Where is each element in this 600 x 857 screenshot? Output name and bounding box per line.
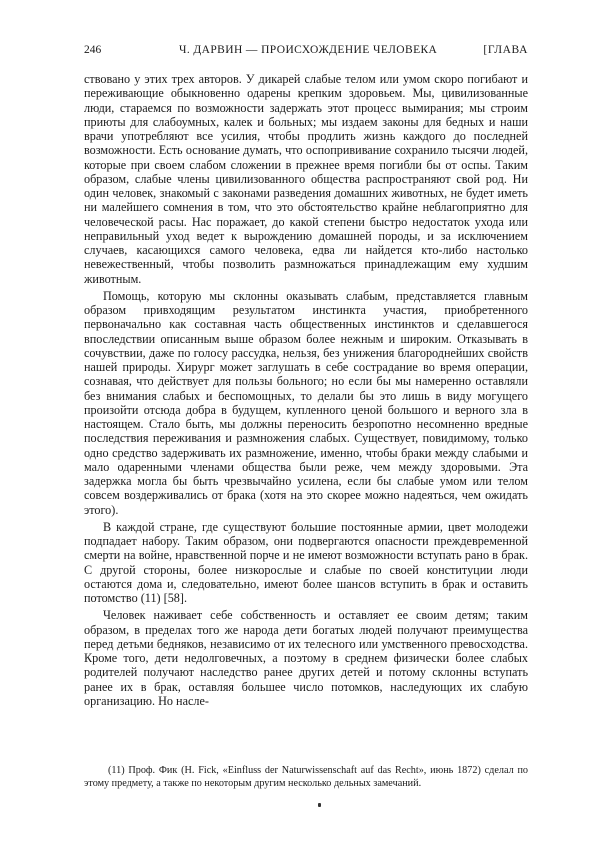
running-header — [84, 44, 528, 60]
page-number: 246 — [84, 44, 102, 56]
chapter-label: [ГЛАВА — [483, 44, 528, 56]
page-mark — [318, 803, 321, 807]
paragraph-3: В каждой стране, где существуют большие постоянные армии, цвет молодежи подпадает набору. Таким образом, они подвергаются опасности преждевременной смерти на войне, нравственной порче и не имеют возможности вступать рано в брак. С другой стороны, более низкорослые и слабые по своей конституции люди остаются дома и, следовательно, имеют более шансов вступить в брак и оставить потомство (11) [58]. — [84, 519, 528, 605]
footnote — [84, 764, 528, 790]
paragraph-2: Помощь, которую мы склонны оказывать слабым, представляется главным образом привходящим результатом инстинкта участия, приобретенного первоначально как составная часть общественных инстинктов и сделавшегося впоследствии описанным выше образом более нежным и широким. Отказывать в сочувствии, даже по голосу рассудка, нельзя, без унижения благороднейших свойств нашей природы. Хирург может заглушать в себе сострадание во время операции, сознавая, что действует для пользы больного; но если бы мы намеренно оставляли без внимания слабых и беспомощных, то делали бы это лишь в виду могущего произойти отсюда добра в будущем, купленного ценой большого и верного зла в настоящем. Стало быть, мы должны переносить безропотно несомненно вредные последствия переживания и размножения слабых. Существует, повидимому, только одно средство задерживать их размножение, именно, чтобы браки между слабыми и мало одаренными членами общества были реже, чем между здоровыми. Эта задержка могла бы быть чрезвычайно усилена, если бы слабые умом или телом совсем воздерживались от брака (хотя на это скорее можно надеяться, чем ожидать этого). — [84, 288, 528, 517]
running-title: Ч. ДАРВИН — ПРОИСХОЖДЕНИЕ ЧЕЛОВЕКА — [179, 44, 438, 56]
body-text — [84, 72, 528, 711]
footnote-text: (11) Проф. Фик (H. Fick, «Einfluss der Naturwissenschaft auf das Recht», июнь 1872) сделал по этому предмету, а также по некоторым другим несколько дельных замечаний. — [84, 765, 528, 789]
paragraph-4: Человек наживает себе собственность и оставляет ее своим детям; таким образом, в пределах того же народа дети богатых людей получают преимущества перед детьми бедняков, независимо от их телесного или умственного превосходства. Кроме того, дети недолговечных, а поэтому в среднем физически более слабых родителей получают наследство ранее других детей и потому склонны вступать ранее их в брак, оставляя большее число потомков, наследующих их слабую организацию. Но насле- — [84, 608, 528, 708]
paragraph-1: ствовано у этих трех авторов. У дикарей слабые телом или умом скоро погибают и переживающие обыкновенно одарены крепким здоровьем. Мы, цивилизованные люди, стараемся по возможности задержать этот процесс вымирания; мы строим приюты для слабоумных, калек и больных; мы издаем законы для бедных и наши врачи употребляют все усилия, чтобы продлить жизнь каждого до последней возможности. Есть основание думать, что оспопрививание сохранило тысячи людей, которые при своем слабом сложении в прежнее время погибли бы от оспы. Таким образом, слабые члены цивилизованного общества распространяют свой род. Ни один человек, знакомый с законами разведения домашних животных, не будет иметь ни малейшего сомнения в том, что это обстоятельство крайне неблагоприятно для человеческой расы. Нас поражает, до какой степени быстро недостаток ухода или неправильный уход ведет к вырождению домашней породы, и за исключением случаев, касающихся самого человека, едва ли найдется кто-либо настолько невежественный, чтобы позволить размножаться принадлежащим ему худшим животным. — [84, 72, 528, 286]
